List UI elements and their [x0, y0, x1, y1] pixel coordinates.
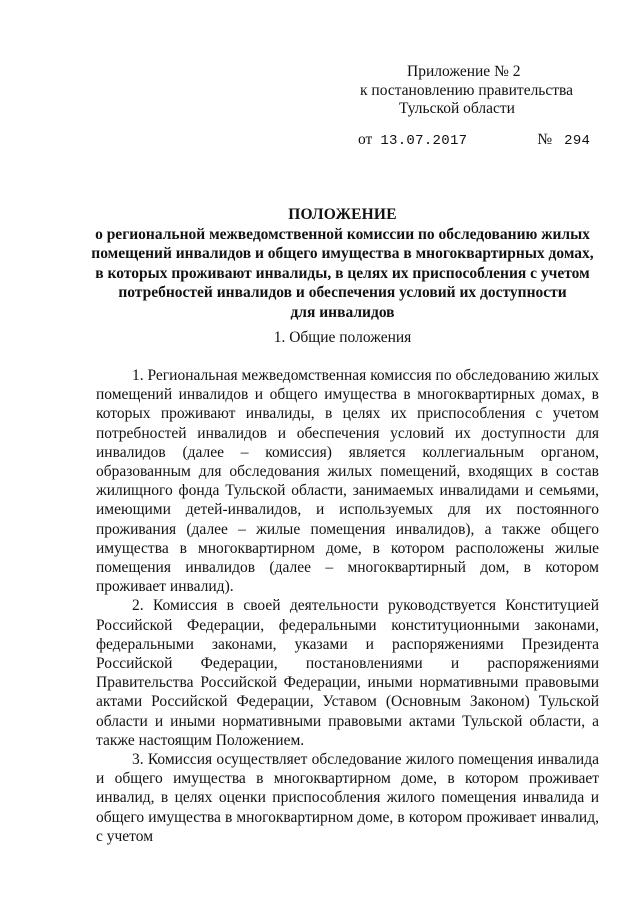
document-body — [96, 366, 599, 846]
paragraph-2: 2. Комиссия в своей деятельности руководствуется Конституцией Российской Федерации, федеральными конституционными законами, федеральными законами, указами и распоряжениями Президента Российской Федерации, постановлениями и распоряжениями Правительства Российской Федерации, иными нормативными правовыми актами Российской Федерации, Уставом (Основным Законом) Тульской области и иными нормативными правовыми актами Тульской области, а также настоящим Положением. — [96, 597, 599, 749]
section-heading: 1. Общие положения — [273, 329, 412, 346]
title-line: потребностей инвалидов и обеспечения условий их доступности — [118, 284, 567, 301]
paragraph-1: 1. Региональная межведомственная комиссия по обследованию жилых помещений инвалидов и общего имущества в многоквартирных домах, в которых проживают инвалиды, в целях их приспособления с учетом потребностей инвалидов и обеспечения условий их доступности для инвалидов (далее – комиссия) является коллегиальным органом, образованным для обследования жилых помещений, входящих в состав жилищного фонда Тульской области, занимаемых инвалидами и семьями, имеющими детей-инвалидов, и используемых для их постоянного проживания (далее – жилые помещения инвалидов), а также общего имущества в многоквартирном доме, в котором расположены жилые помещения инвалидов (далее – многоквартирный дом, в котором проживает инвалид). — [96, 367, 599, 596]
appendix-date: 13.07.2017 — [380, 132, 468, 149]
title-line: в которых проживают инвалиды, в целях их приспособления с учетом — [95, 264, 590, 282]
appendix-region: Тульской области — [399, 100, 515, 117]
appendix-block — [340, 63, 600, 150]
title-line: для инвалидов — [290, 303, 395, 321]
appendix-title: Приложение № 2 — [407, 63, 521, 80]
document-title — [60, 205, 625, 322]
appendix-date-number — [340, 131, 600, 151]
date-prefix: от — [358, 130, 373, 148]
number-prefix: № — [537, 130, 553, 148]
title-heading: ПОЛОЖЕНИЕ — [288, 206, 397, 223]
appendix-reference: к постановлению правительства — [360, 81, 574, 99]
title-line: помещений инвалидов и общего имущества в многоквартирных домах, — [91, 245, 594, 262]
title-line: о региональной межведомственной комиссии по обследованию жилых — [95, 225, 590, 243]
paragraph-3: 3. Комиссия осуществляет обследование жилого помещения инвалида и общего имущества в многоквартирном доме, в котором проживает инвалид, в целях оценки приспособления жилого помещения инвалида и общего имущества в многоквартирном доме, в котором проживает инвалид, с учетом — [96, 751, 599, 845]
appendix-number: 294 — [564, 132, 591, 149]
